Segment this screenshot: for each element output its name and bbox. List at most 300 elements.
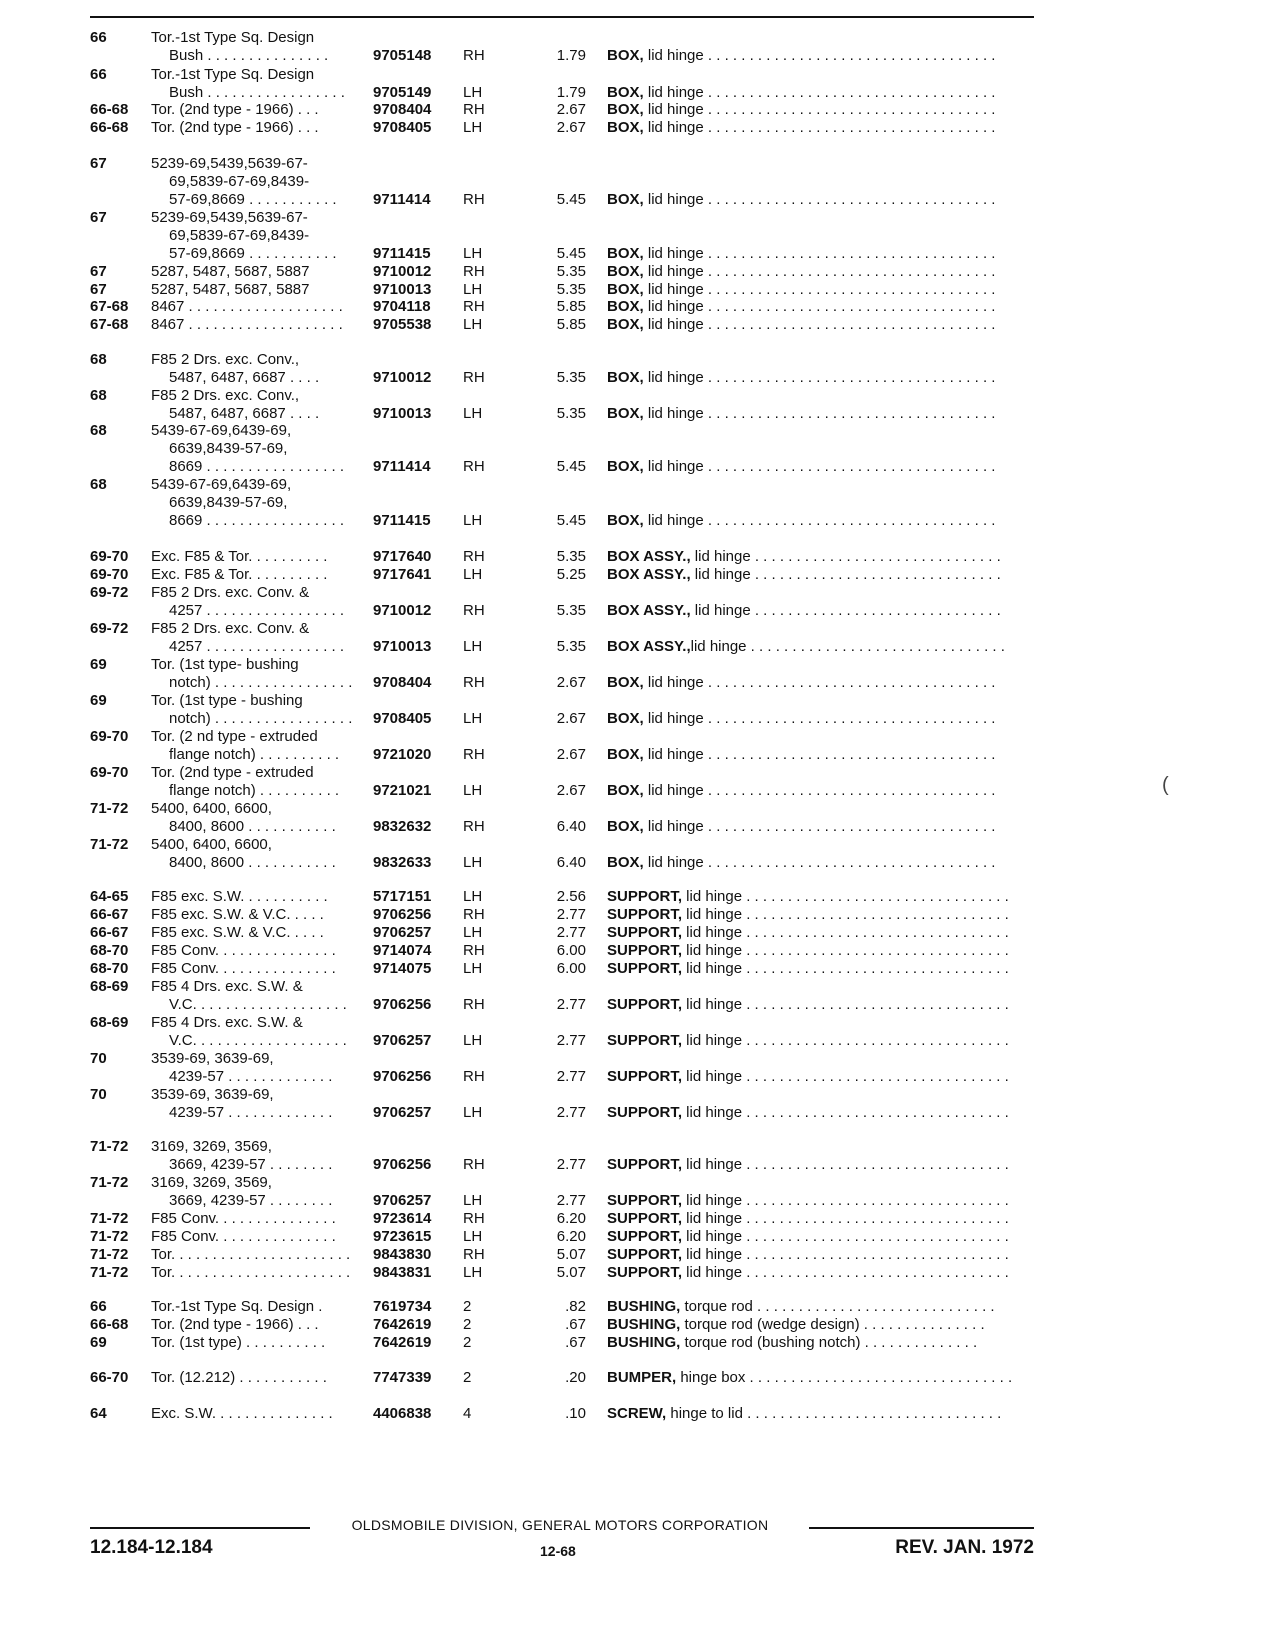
- part-name-keyword: BOX ASSY.,: [607, 602, 691, 619]
- part-name: [607, 100, 1035, 120]
- part-number: 9714075: [373, 960, 432, 977]
- list-price: 2.67: [556, 710, 586, 727]
- table-row: [0, 923, 1272, 943]
- side-or-quantity: LH: [463, 1104, 483, 1121]
- part-name-detail: lid hinge . . . . . . . . . . . . . . . . . . . . . . . . . . . . . .: [690, 566, 1001, 583]
- side-or-quantity: 2: [463, 1334, 472, 1351]
- part-number: 9843831: [373, 1264, 432, 1281]
- application-description: Tor. (2nd type - 1966) . . .: [151, 1316, 319, 1333]
- list-price: 2.67: [556, 101, 586, 118]
- side-or-quantity: LH: [463, 119, 483, 136]
- part-name-detail: lid hinge . . . . . . . . . . . . . . . . . . . . . . . . . . . . . . . .: [682, 1068, 1009, 1085]
- part-name-detail: lid hinge . . . . . . . . . . . . . . . . . . . . . . . . . . . . . .: [690, 548, 1001, 565]
- table-row: [0, 835, 1272, 855]
- part-number: 9706257: [373, 1104, 432, 1121]
- table-row: [0, 1049, 1272, 1069]
- part-number: 9710013: [373, 281, 432, 298]
- part-number: 9706256: [373, 1156, 432, 1173]
- application-description: Tor.-1st Type Sq. Design: [151, 29, 315, 46]
- list-price: 2.67: [556, 746, 586, 763]
- table-row: [0, 709, 1272, 729]
- list-price: 5.85: [556, 316, 586, 333]
- part-name-detail: torque rod (wedge design) . . . . . . . . . . . . . . .: [680, 1316, 985, 1333]
- application-description: 6639,8439-57-69,: [169, 494, 288, 511]
- table-row: [0, 368, 1272, 388]
- side-or-quantity: LH: [463, 924, 483, 941]
- part-name: [607, 511, 1035, 531]
- application-description: 8669 . . . . . . . . . . . . . . . . .: [169, 512, 345, 529]
- part-name: [607, 709, 1035, 729]
- table-row: [0, 386, 1272, 406]
- table-row: [0, 28, 1272, 48]
- part-name-keyword: BOX,: [607, 369, 644, 386]
- part-number: 9710013: [373, 405, 432, 422]
- side-or-quantity: RH: [463, 191, 485, 208]
- part-name-detail: lid hinge . . . . . . . . . . . . . . . . . . . . . . . . . . . . . . . .: [682, 1104, 1009, 1121]
- side-or-quantity: RH: [463, 458, 485, 475]
- part-name: [607, 1297, 1035, 1317]
- part-number: 9832633: [373, 854, 432, 871]
- part-name-detail: lid hinge . . . . . . . . . . . . . . . . . . . . . . . . . . . . . . . . . . .: [643, 818, 996, 835]
- part-number: 9711414: [373, 458, 431, 475]
- part-name-detail: lid hinge . . . . . . . . . . . . . . . . . . . . . . . . . . . . . . . . . . .: [643, 512, 996, 529]
- part-number: 9708405: [373, 119, 432, 136]
- part-name-keyword: SCREW,: [607, 1405, 667, 1422]
- table-row: [0, 439, 1272, 459]
- part-name-keyword: BOX,: [607, 316, 644, 333]
- table-row: [0, 941, 1272, 961]
- table-row: [0, 226, 1272, 246]
- side-or-quantity: LH: [463, 84, 483, 101]
- table-row: [0, 1245, 1272, 1265]
- application-description: 3169, 3269, 3569,: [151, 1174, 272, 1191]
- part-name-keyword: BUMPER,: [607, 1369, 677, 1386]
- part-name-keyword: BOX,: [607, 782, 644, 799]
- list-price: 5.35: [556, 548, 586, 565]
- part-name: [607, 673, 1035, 693]
- application-description: F85 2 Drs. exc. Conv.,: [151, 387, 300, 404]
- model-year: 69-72: [90, 620, 129, 637]
- table-row: [0, 853, 1272, 873]
- table-row: [0, 172, 1272, 192]
- part-name-detail: torque rod (bushing notch) . . . . . . . . . . . . . .: [680, 1334, 978, 1351]
- application-description: Tor. (1st type - bushing: [151, 692, 303, 709]
- side-or-quantity: LH: [463, 512, 483, 529]
- part-name: [607, 745, 1035, 765]
- application-description: notch) . . . . . . . . . . . . . . . . .: [169, 710, 353, 727]
- application-description: flange notch) . . . . . . . . . .: [169, 746, 340, 763]
- model-year: 71-72: [90, 836, 129, 853]
- part-number: 9705538: [373, 316, 432, 333]
- part-number: 5717151: [373, 888, 432, 905]
- part-name-keyword: SUPPORT,: [607, 1210, 683, 1227]
- part-name-detail: lid hinge . . . . . . . . . . . . . . . . . . . . . . . . . . . . . . . .: [682, 1032, 1009, 1049]
- part-name-keyword: BOX,: [607, 281, 644, 298]
- part-name-keyword: BOX,: [607, 746, 644, 763]
- list-price: 6.40: [556, 818, 586, 835]
- part-name-detail: lid hinge . . . . . . . . . . . . . . . . . . . . . . . . . . . . . . . . . . .: [643, 263, 996, 280]
- list-price: 5.35: [556, 281, 586, 298]
- part-name-keyword: BOX,: [607, 191, 644, 208]
- part-name-detail: hinge to lid . . . . . . . . . . . . . . . . . . . . . . . . . . . . . . .: [666, 1405, 1002, 1422]
- table-row: [0, 1137, 1272, 1157]
- part-name: [607, 923, 1035, 943]
- part-name: [607, 1263, 1035, 1283]
- side-or-quantity: RH: [463, 818, 485, 835]
- application-description: 8669 . . . . . . . . . . . . . . . . .: [169, 458, 345, 475]
- application-description: Tor. (2 nd type - extruded: [151, 728, 318, 745]
- side-or-quantity: 4: [463, 1405, 472, 1422]
- table-row: [0, 154, 1272, 174]
- part-name: [607, 368, 1035, 388]
- side-or-quantity: LH: [463, 1192, 483, 1209]
- part-name: [607, 1333, 1035, 1353]
- application-description: 69,5839-67-69,8439-: [169, 227, 310, 244]
- application-description: 5239-69,5439,5639-67-: [151, 209, 308, 226]
- side-or-quantity: RH: [463, 263, 485, 280]
- part-name-keyword: SUPPORT,: [607, 1228, 683, 1245]
- part-name-detail: lid hinge . . . . . . . . . . . . . . . . . . . . . . . . . . . . . . . .: [682, 906, 1009, 923]
- list-price: 2.77: [556, 1104, 586, 1121]
- table-row: [0, 691, 1272, 711]
- table-row: [0, 959, 1272, 979]
- list-price: .10: [565, 1405, 586, 1422]
- part-name-detail: lid hinge . . . . . . . . . . . . . . . . . . . . . . . . . . . . . . . .: [682, 1156, 1009, 1173]
- part-number: 9706257: [373, 1032, 432, 1049]
- part-name-keyword: BOX,: [607, 405, 644, 422]
- application-description: F85 4 Drs. exc. S.W. &: [151, 1014, 303, 1031]
- part-name-detail: lid hinge . . . . . . . . . . . . . . . . . . . . . . . . . . . . . . . . . . .: [643, 245, 996, 262]
- part-number: 9706257: [373, 924, 432, 941]
- part-number: 9710012: [373, 602, 432, 619]
- side-or-quantity: RH: [463, 602, 485, 619]
- application-description: Tor. (2nd type - 1966) . . .: [151, 119, 319, 136]
- part-name-detail: torque rod . . . . . . . . . . . . . . . . . . . . . . . . . . . . .: [680, 1298, 995, 1315]
- part-name: [607, 817, 1035, 837]
- part-name-detail: lid hinge . . . . . . . . . . . . . . . . . . . . . . . . . . . . . . . .: [682, 924, 1009, 941]
- part-number: 9832632: [373, 818, 432, 835]
- part-name: [607, 1227, 1035, 1247]
- list-price: 5.35: [556, 638, 586, 655]
- part-name-detail: lid hinge . . . . . . . . . . . . . . . . . . . . . . . . . . . . . . . . . . .: [643, 782, 996, 799]
- side-or-quantity: 2: [463, 1369, 472, 1386]
- part-number: 7619734: [373, 1298, 432, 1315]
- part-name-detail: lid hinge . . . . . . . . . . . . . . . . . . . . . . . . . . . . . . . . . . .: [643, 191, 996, 208]
- list-price: 5.35: [556, 602, 586, 619]
- model-year: 68: [90, 422, 107, 439]
- part-name: [607, 244, 1035, 264]
- part-name: [607, 457, 1035, 477]
- table-row: [0, 208, 1272, 228]
- application-description: Tor. . . . . . . . . . . . . . . . . . . . . .: [151, 1264, 351, 1281]
- application-description: 5439-67-69,6439-69,: [151, 422, 292, 439]
- application-description: V.C. . . . . . . . . . . . . . . . . . .: [169, 1032, 347, 1049]
- table-row: [0, 493, 1272, 513]
- application-description: Bush . . . . . . . . . . . . . . . . .: [169, 84, 345, 101]
- table-row: [0, 1263, 1272, 1283]
- part-name-detail: lid hinge . . . . . . . . . . . . . . . . . . . . . . . . . . . . . . . . . . .: [643, 674, 996, 691]
- part-number: 9710012: [373, 263, 432, 280]
- side-or-quantity: RH: [463, 674, 485, 691]
- application-description: Tor. (2nd type - extruded: [151, 764, 314, 781]
- part-number: 9706256: [373, 906, 432, 923]
- application-description: Bush . . . . . . . . . . . . . . .: [169, 47, 329, 64]
- application-description: 5239-69,5439,5639-67-: [151, 155, 308, 172]
- side-or-quantity: RH: [463, 47, 485, 64]
- list-price: 1.79: [556, 84, 586, 101]
- part-number: 9711414: [373, 191, 431, 208]
- table-row: [0, 1067, 1272, 1087]
- table-row: [0, 583, 1272, 603]
- list-price: 2.77: [556, 1068, 586, 1085]
- table-row: [0, 673, 1272, 693]
- part-name-keyword: BOX ASSY.,: [607, 548, 691, 565]
- table-row: [0, 475, 1272, 495]
- part-number: 9708405: [373, 710, 432, 727]
- part-number: 7747339: [373, 1369, 432, 1386]
- part-name-keyword: SUPPORT,: [607, 1192, 683, 1209]
- side-or-quantity: RH: [463, 906, 485, 923]
- part-name: [607, 297, 1035, 317]
- side-or-quantity: LH: [463, 710, 483, 727]
- part-name-detail: lid hinge . . . . . . . . . . . . . . . . . . . . . . . . . . . . . . . .: [682, 1192, 1009, 1209]
- part-number: 7642619: [373, 1334, 432, 1351]
- part-number: 9708404: [373, 674, 432, 691]
- table-row: [0, 655, 1272, 675]
- footer-division-line: [90, 1518, 1034, 1532]
- table-row: [0, 1227, 1272, 1247]
- list-price: 2.77: [556, 1032, 586, 1049]
- list-price: .67: [565, 1316, 586, 1333]
- application-description: F85 exc. S.W. . . . . . . . . . .: [151, 888, 328, 905]
- part-name: [607, 1368, 1035, 1388]
- part-name-detail: lid hinge . . . . . . . . . . . . . . . . . . . . . . . . . . . . . . . . . . .: [643, 84, 996, 101]
- table-row: [0, 1209, 1272, 1229]
- application-description: 3539-69, 3639-69,: [151, 1086, 274, 1103]
- part-number: 9711415: [373, 245, 431, 262]
- model-year: 68-70: [90, 960, 129, 977]
- part-name: [607, 1209, 1035, 1229]
- application-description: 8400, 8600 . . . . . . . . . . .: [169, 818, 336, 835]
- part-name: [607, 1155, 1035, 1175]
- application-description: 5487, 6487, 6687 . . . .: [169, 405, 320, 422]
- application-description: 5287, 5487, 5687, 5887: [151, 281, 310, 298]
- part-number: 9717640: [373, 548, 432, 565]
- list-price: 5.85: [556, 298, 586, 315]
- model-year: 66-68: [90, 119, 129, 136]
- application-description: flange notch) . . . . . . . . . .: [169, 782, 340, 799]
- model-year: 68-69: [90, 978, 129, 995]
- table-row: [0, 457, 1272, 477]
- list-price: 2.77: [556, 1156, 586, 1173]
- part-name-keyword: BOX,: [607, 818, 644, 835]
- application-description: 4257 . . . . . . . . . . . . . . . . .: [169, 638, 345, 655]
- part-number: 7642619: [373, 1316, 432, 1333]
- part-name-keyword: BOX,: [607, 458, 644, 475]
- application-description: 8467 . . . . . . . . . . . . . . . . . . .: [151, 316, 343, 333]
- side-or-quantity: LH: [463, 638, 483, 655]
- table-row: [0, 190, 1272, 210]
- part-name-detail: lid hinge . . . . . . . . . . . . . . . . . . . . . . . . . . . . . . . . . . .: [643, 316, 996, 333]
- part-name: [607, 46, 1035, 66]
- model-year: 71-72: [90, 1210, 129, 1227]
- footer-revision: REV. JAN. 1972: [895, 1537, 1034, 1558]
- table-row: [0, 601, 1272, 621]
- part-name-detail: lid hinge . . . . . . . . . . . . . . . . . . . . . . . . . . . . . . . .: [682, 1264, 1009, 1281]
- part-name-detail: lid hinge . . . . . . . . . . . . . . . . . . . . . . . . . . . . . . . . . . .: [643, 298, 996, 315]
- part-name: [607, 1067, 1035, 1087]
- table-row: [0, 637, 1272, 657]
- part-number: 9721020: [373, 746, 432, 763]
- part-number: 9710012: [373, 369, 432, 386]
- side-or-quantity: LH: [463, 1264, 483, 1281]
- side-or-quantity: LH: [463, 782, 483, 799]
- side-or-quantity: LH: [463, 281, 483, 298]
- part-number: 9714074: [373, 942, 432, 959]
- part-name-keyword: BOX,: [607, 710, 644, 727]
- part-name: [607, 941, 1035, 961]
- part-name: [607, 1103, 1035, 1123]
- application-description: 3669, 4239-57 . . . . . . . .: [169, 1156, 333, 1173]
- part-name: [607, 1315, 1035, 1335]
- part-name: [607, 601, 1035, 621]
- part-name-keyword: SUPPORT,: [607, 1156, 683, 1173]
- table-row: [0, 1333, 1272, 1353]
- application-description: F85 Conv. . . . . . . . . . . . . . .: [151, 942, 336, 959]
- application-description: F85 exc. S.W. & V.C. . . . .: [151, 906, 324, 923]
- part-name-detail: lid hinge . . . . . . . . . . . . . . . . . . . . . . . . . . . . . . . .: [682, 1228, 1009, 1245]
- part-name-keyword: BOX,: [607, 263, 644, 280]
- part-number: 9710013: [373, 638, 432, 655]
- model-year: 67-68: [90, 298, 129, 315]
- part-name: [607, 853, 1035, 873]
- model-year: 68-69: [90, 1014, 129, 1031]
- application-description: F85 2 Drs. exc. Conv. &: [151, 620, 310, 637]
- model-year: 64: [90, 1405, 107, 1422]
- list-price: 5.45: [556, 245, 586, 262]
- part-number: 9708404: [373, 101, 432, 118]
- part-name: [607, 1404, 1035, 1424]
- part-name-keyword: BUSHING,: [607, 1316, 681, 1333]
- list-price: 5.35: [556, 263, 586, 280]
- part-name-detail: lid hinge . . . . . . . . . . . . . . . . . . . . . . . . . . . . . . . .: [682, 942, 1009, 959]
- table-row: [0, 297, 1272, 317]
- table-row: [0, 1315, 1272, 1335]
- application-description: 8467 . . . . . . . . . . . . . . . . . . .: [151, 298, 343, 315]
- list-price: 5.07: [556, 1264, 586, 1281]
- part-number: 9723614: [373, 1210, 432, 1227]
- part-name-keyword: BOX,: [607, 298, 644, 315]
- list-price: .82: [565, 1298, 586, 1315]
- application-description: F85 2 Drs. exc. Conv.,: [151, 351, 300, 368]
- model-year: 68: [90, 387, 107, 404]
- side-or-quantity: RH: [463, 1156, 485, 1173]
- part-name-detail: lid hinge . . . . . . . . . . . . . . . . . . . . . . . . . . . . . . . .: [682, 1210, 1009, 1227]
- part-name: [607, 781, 1035, 801]
- side-or-quantity: LH: [463, 316, 483, 333]
- application-description: Exc. S.W. . . . . . . . . . . . . . .: [151, 1405, 333, 1422]
- part-name-keyword: SUPPORT,: [607, 942, 683, 959]
- part-name-keyword: SUPPORT,: [607, 1264, 683, 1281]
- footer-group-number: 12.184-12.184: [90, 1537, 213, 1558]
- side-or-quantity: LH: [463, 1032, 483, 1049]
- part-name-detail: lid hinge . . . . . . . . . . . . . . . . . . . . . . . . . . . . . . . . . . .: [643, 369, 996, 386]
- part-name-keyword: BOX,: [607, 119, 644, 136]
- table-row: [0, 817, 1272, 837]
- part-name: [607, 959, 1035, 979]
- application-description: Tor. (2nd type - 1966) . . .: [151, 101, 319, 118]
- table-row: [0, 1155, 1272, 1175]
- application-description: 5400, 6400, 6600,: [151, 800, 272, 817]
- side-or-quantity: RH: [463, 1210, 485, 1227]
- table-row: [0, 763, 1272, 783]
- table-row: [0, 905, 1272, 925]
- part-name: [607, 1245, 1035, 1265]
- model-year: 64-65: [90, 888, 129, 905]
- table-row: [0, 262, 1272, 282]
- application-description: 4239-57 . . . . . . . . . . . . .: [169, 1104, 333, 1121]
- model-year: 70: [90, 1050, 107, 1067]
- application-description: 69,5839-67-69,8439-: [169, 173, 310, 190]
- part-number: 9704118: [373, 298, 431, 315]
- application-description: F85 Conv. . . . . . . . . . . . . . .: [151, 1228, 336, 1245]
- model-year: 71-72: [90, 800, 129, 817]
- part-name-detail: hinge box . . . . . . . . . . . . . . . . . . . . . . . . . . . . . . . .: [676, 1369, 1013, 1386]
- table-row: [0, 315, 1272, 335]
- side-or-quantity: RH: [463, 548, 485, 565]
- side-or-quantity: LH: [463, 960, 483, 977]
- part-name: [607, 995, 1035, 1015]
- part-name: [607, 1191, 1035, 1211]
- table-row: [0, 745, 1272, 765]
- list-price: 2.67: [556, 782, 586, 799]
- model-year: 68-70: [90, 942, 129, 959]
- part-name-keyword: SUPPORT,: [607, 906, 683, 923]
- table-row: [0, 1173, 1272, 1193]
- part-name-keyword: BOX,: [607, 47, 644, 64]
- list-price: 2.77: [556, 1192, 586, 1209]
- table-row: [0, 887, 1272, 907]
- model-year: 69-72: [90, 584, 129, 601]
- list-price: 5.25: [556, 566, 586, 583]
- part-name: [607, 190, 1035, 210]
- model-year: 67: [90, 209, 107, 226]
- part-name-detail: lid hinge . . . . . . . . . . . . . . . . . . . . . . . . . . . . . . . .: [682, 1246, 1009, 1263]
- part-name-keyword: SUPPORT,: [607, 996, 683, 1013]
- application-description: Tor. (12.212) . . . . . . . . . . .: [151, 1369, 327, 1386]
- side-or-quantity: LH: [463, 1228, 483, 1245]
- model-year: 66-67: [90, 906, 129, 923]
- footer-rule-right: [809, 1527, 1034, 1529]
- list-price: 5.45: [556, 458, 586, 475]
- part-number: 4406838: [373, 1405, 432, 1422]
- part-name-keyword: BOX ASSY.,: [607, 638, 691, 655]
- application-description: 57-69,8669 . . . . . . . . . . .: [169, 191, 337, 208]
- list-price: .67: [565, 1334, 586, 1351]
- model-year: 69-70: [90, 728, 129, 745]
- part-name-keyword: BOX,: [607, 512, 644, 529]
- model-year: 66: [90, 29, 107, 46]
- application-description: V.C. . . . . . . . . . . . . . . . . . .: [169, 996, 347, 1013]
- part-name-detail: lid hinge . . . . . . . . . . . . . . . . . . . . . . . . . . . . . . . .: [682, 996, 1009, 1013]
- part-number: 9721021: [373, 782, 432, 799]
- part-name: [607, 1031, 1035, 1051]
- list-price: 6.00: [556, 942, 586, 959]
- part-name-keyword: BOX,: [607, 101, 644, 118]
- list-price: 2.77: [556, 996, 586, 1013]
- list-price: 6.00: [556, 960, 586, 977]
- part-name: [607, 315, 1035, 335]
